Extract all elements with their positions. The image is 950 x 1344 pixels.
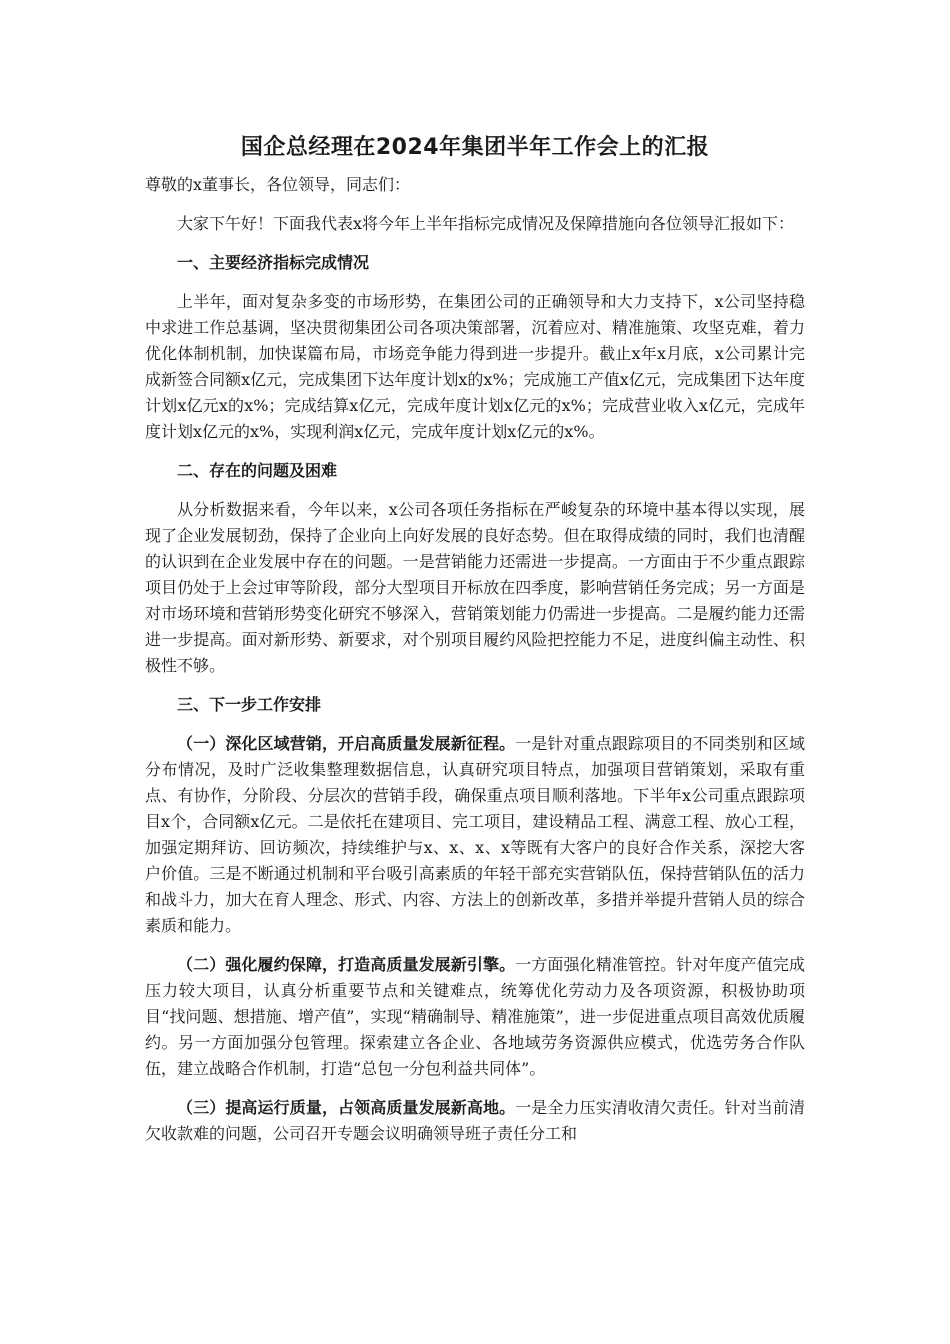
item-3-lead: （三）提高运行质量，占领高质量发展新高地。 bbox=[177, 1098, 516, 1117]
document-page bbox=[145, 128, 805, 1160]
section-2-heading: 二、存在的问题及困难 bbox=[177, 461, 338, 480]
section-1-body: 上半年，面对复杂多变的市场形势，在集团公司的正确领导和大力支持下，x公司坚持稳中求进工作总基调，坚决贯彻集团公司各项决策部署，沉着应对、精准施策、攻坚克难，着力优化体制机制，加快谋篇布局，市场竞争能力得到进一步提升。截止x年x月底，x公司累计完成新签合同额x亿元，完成集团下达年度计划x的x%；完成施工产值x亿元，完成集团下达年度计划x亿元x的x%；完成结算x亿元，完成年度计划x亿元的x%；完成营业收入x亿元，完成年度计划x亿元的x%，实现利润x亿元，完成年度计划x亿元的x%。 bbox=[145, 292, 805, 441]
section-2-body: 从分析数据来看，今年以来，x公司各项任务指标在严峻复杂的环境中基本得以实现，展现了企业发展韧劲，保持了企业向上向好发展的良好态势。但在取得成绩的同时，我们也清醒的认识到在企业发展中存在的问题。一是营销能力还需进一步提高。一方面由于不少重点跟踪项目仍处于上会过审等阶段，部分大型项目开标放在四季度，影响营销任务完成；另一方面是对市场环境和营销形势变化研究不够深入，营销策划能力仍需进一步提高。二是履约能力还需进一步提高。面对新形势、新要求，对个别项目履约风险把控能力不足，进度纠偏主动性、积极性不够。 bbox=[145, 500, 805, 675]
opening-paragraph: 大家下午好！下面我代表x将今年上半年指标完成情况及保障措施向各位领导汇报如下： bbox=[177, 214, 795, 233]
item-2-lead: （二）强化履约保障，打造高质量发展新引擎。 bbox=[177, 955, 516, 974]
section-3-heading: 三、下一步工作安排 bbox=[177, 695, 322, 714]
section-3-item-3 bbox=[145, 1095, 805, 1147]
salutation: 尊敬的x董事长，各位领导，同志们： bbox=[145, 175, 411, 194]
item-1-lead: （一）深化区域营销，开启高质量发展新征程。 bbox=[177, 734, 516, 753]
item-1-body: 一是针对重点跟踪项目的不同类别和区域分布情况，及时广泛收集整理数据信息，认真研究项目特点，加强项目营销策划，采取有重点、有协作，分阶段、分层次的营销手段，确保重点项目顺利落地。下半年x公司重点跟踪项目x个，合同额x亿元。二是依托在建项目、完工项目，建设精品工程、满意工程、放心工程，加强定期拜访、回访频次，持续维护与x、x、x、x等既有大客户的良好合作关系，深挖大客户价值。三是不断通过机制和平台吸引高素质的年轻干部充实营销队伍，保持营销队伍的活力和战斗力，加大在育人理念、形式、内容、方法上的创新改革，多措并举提升营销人员的综合素质和能力。 bbox=[145, 734, 805, 935]
item-3-body: 一是全力压实清收清欠责任。针对当前清欠收款难的问题，公司召开专题会议明确领导班子责任分工和 bbox=[145, 1098, 805, 1143]
section-3-item-1 bbox=[145, 731, 805, 939]
section-1-heading: 一、主要经济指标完成情况 bbox=[177, 253, 370, 272]
item-2-body: 一方面强化精准管控。针对年度产值完成压力较大项目，认真分析重要节点和关键难点，统筹优化劳动力及各项资源，积极协助项目“找问题、想措施、增产值”，实现“精确制导、精准施策”，进一步促进重点项目高效优质履约。另一方面加强分包管理。探索建立各企业、各地域劳务资源供应模式，优选劳务合作队伍，建立战略合作机制，打造“总包一分包利益共同体”。 bbox=[145, 955, 805, 1078]
document-title: 国企总经理在2024年集团半年工作会上的汇报 bbox=[240, 135, 710, 160]
section-3-item-2 bbox=[145, 952, 805, 1082]
